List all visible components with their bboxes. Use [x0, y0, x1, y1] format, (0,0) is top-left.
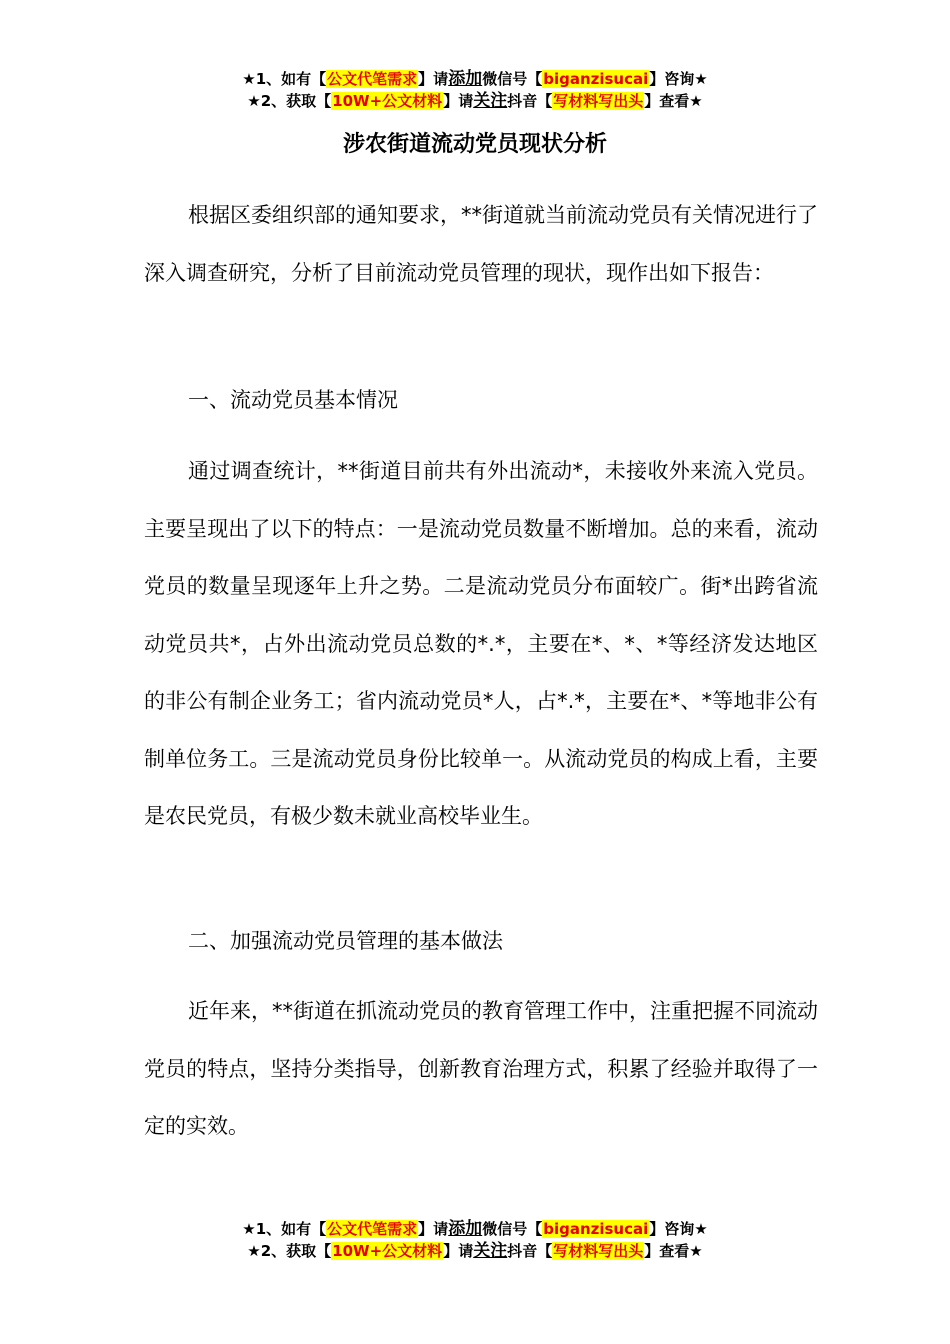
promo-highlight: 公文代笔需求 [327, 1220, 418, 1238]
promo-text: ★1、如有【 [242, 70, 327, 88]
promo-line-1 [0, 68, 950, 90]
promo-text: 抖音【 [507, 92, 553, 110]
promo-emphasis: 关注 [473, 91, 508, 111]
promo-text: 】查看★ [644, 92, 703, 110]
section-heading-2: 二、加强流动党员管理的基本做法 [188, 929, 503, 953]
promo-text: 微信号【 [482, 70, 543, 88]
paragraph-basic-situation: 通过调查统计，**街道目前共有外出流动*，未接收外来流入党员。主要呈现出了以下的特点：一是流动党员数量不断增加。总的来看，流动党员的数量呈现逐年上升之势。二是流动党员分布面较广。街*出跨省流动党员共*，占外出流动党员总数的*.*，主要在*、*、*等经济发达地区的非公有制企业务工；省内流动党员*人，占*.*，主要在*、*等地非公有制单位务工。三是流动党员身份比较单一。从流动党员的构成上看，主要是农民党员，有极少数未就业高校毕业生。 [144, 459, 818, 828]
promo-header [0, 68, 950, 112]
promo-text: 微信号【 [482, 1220, 543, 1238]
promo-highlight: 写材料写出头 [553, 1242, 644, 1260]
body-section-1 [144, 187, 818, 302]
promo-highlight: 10W+公文材料 [332, 1242, 443, 1260]
promo-highlight: 10W+公文材料 [332, 92, 443, 110]
promo-footer [0, 1218, 950, 1262]
promo-text: 】请 [418, 1220, 449, 1238]
promo-text: ★2、获取【 [247, 92, 332, 110]
promo-text: 】查看★ [644, 1242, 703, 1260]
promo-highlight: 写材料写出头 [553, 92, 644, 110]
body-section-5 [144, 983, 818, 1156]
promo-line-2 [0, 1240, 950, 1262]
section-heading-1: 一、流动党员基本情况 [188, 388, 398, 412]
paragraph-intro: 根据区委组织部的通知要求，**街道就当前流动党员有关情况进行了深入调查研究，分析了目前流动党员管理的现状，现作出如下报告： [144, 203, 818, 285]
body-section-4 [144, 913, 818, 971]
promo-emphasis: 添加 [448, 69, 483, 89]
document-title: 涉农街道流动党员现状分析 [342, 132, 607, 157]
paragraph-practices: 近年来，**街道在抓流动党员的教育管理工作中，注重把握不同流动党员的特点，坚持分类指导，创新教育治理方式，积累了经验并取得了一定的实效。 [144, 999, 818, 1138]
promo-line-1 [0, 1218, 950, 1240]
promo-emphasis: 关注 [473, 1241, 508, 1261]
promo-highlight: 公文代笔需求 [327, 70, 418, 88]
promo-text: 】请 [443, 92, 474, 110]
promo-text: ★2、获取【 [247, 1242, 332, 1260]
body-section-3 [144, 443, 818, 846]
promo-text: 】请 [418, 70, 449, 88]
promo-highlight: biganzisucai [543, 70, 649, 88]
body-section-2 [144, 372, 818, 430]
promo-emphasis: 添加 [448, 1219, 483, 1239]
promo-text: ★1、如有【 [242, 1220, 327, 1238]
promo-text: 抖音【 [507, 1242, 553, 1260]
promo-text: 】请 [443, 1242, 474, 1260]
promo-highlight: biganzisucai [543, 1220, 649, 1238]
promo-text: 】咨询★ [649, 1220, 708, 1238]
promo-line-2 [0, 90, 950, 112]
promo-text: 】咨询★ [649, 70, 708, 88]
